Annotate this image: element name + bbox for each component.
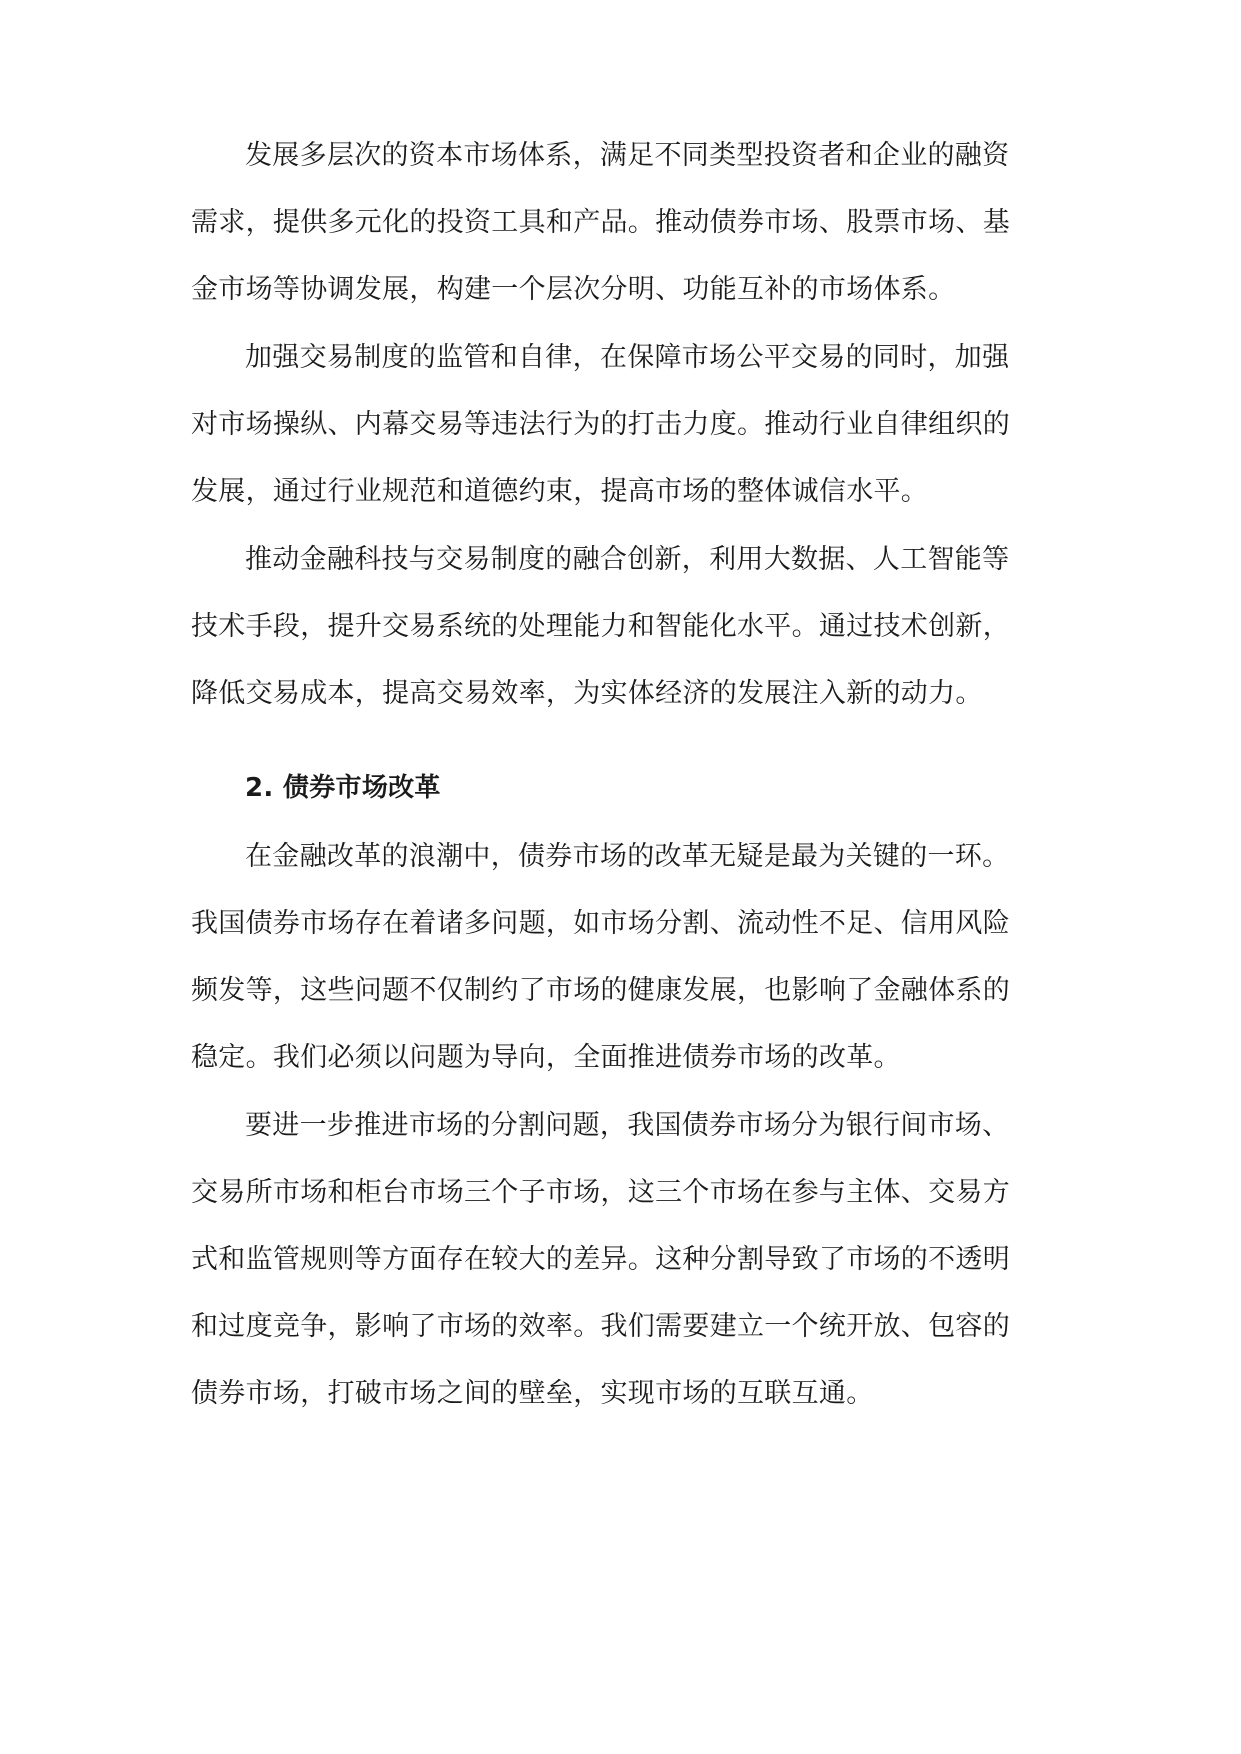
paragraph-line: 加强交易制度的监管和自律，在保障市场公平交易的同时，加强: [245, 342, 1010, 373]
paragraph-line: 债券市场，打破市场之间的壁垒，实现市场的互联互通。: [191, 1378, 874, 1409]
paragraph-line: 我国债券市场存在着诸多问题，如市场分割、流动性不足、信用风险: [191, 908, 1010, 939]
paragraph-line: 发展多层次的资本市场体系，满足不同类型投资者和企业的融资: [245, 140, 1010, 171]
paragraph-line: 降低交易成本，提高交易效率，为实体经济的发展注入新的动力。: [191, 678, 983, 709]
paragraph-line: 稳定。我们必须以问题为导向，全面推进债券市场的改革。: [191, 1042, 901, 1073]
paragraph-line: 推动金融科技与交易制度的融合创新，利用大数据、人工智能等: [245, 544, 1010, 575]
paragraph-line: 技术手段，提升交易系统的处理能力和智能化水平。通过技术创新，: [191, 611, 1010, 642]
paragraph-line: 对市场操纵、内幕交易等违法行为的打击力度。推动行业自律组织的: [191, 409, 1010, 440]
paragraph-line: 频发等，这些问题不仅制约了市场的健康发展，也影响了金融体系的: [191, 975, 1010, 1006]
paragraph-line: 金市场等协调发展，构建一个层次分明、功能互补的市场体系。: [191, 274, 956, 305]
paragraph-line: 交易所市场和柜台市场三个子市场，这三个市场在参与主体、交易方: [191, 1177, 1010, 1208]
paragraph-line: 发展，通过行业规范和道德约束，提高市场的整体诚信水平。: [191, 476, 929, 507]
section-heading: 2. 债券市场改革: [245, 773, 441, 803]
paragraph-line: 要进一步推进市场的分割问题，我国债券市场分为银行间市场、: [245, 1110, 1010, 1141]
paragraph-line: 需求，提供多元化的投资工具和产品。推动债券市场、股票市场、基: [191, 207, 1010, 238]
paragraph-line: 式和监管规则等方面存在较大的差异。这种分割导致了市场的不透明: [191, 1244, 1010, 1275]
paragraph-line: 和过度竞争，影响了市场的效率。我们需要建立一个统开放、包容的: [191, 1311, 1010, 1342]
paragraph-line: 在金融改革的浪潮中，债券市场的改革无疑是最为关键的一环。: [245, 841, 1010, 872]
